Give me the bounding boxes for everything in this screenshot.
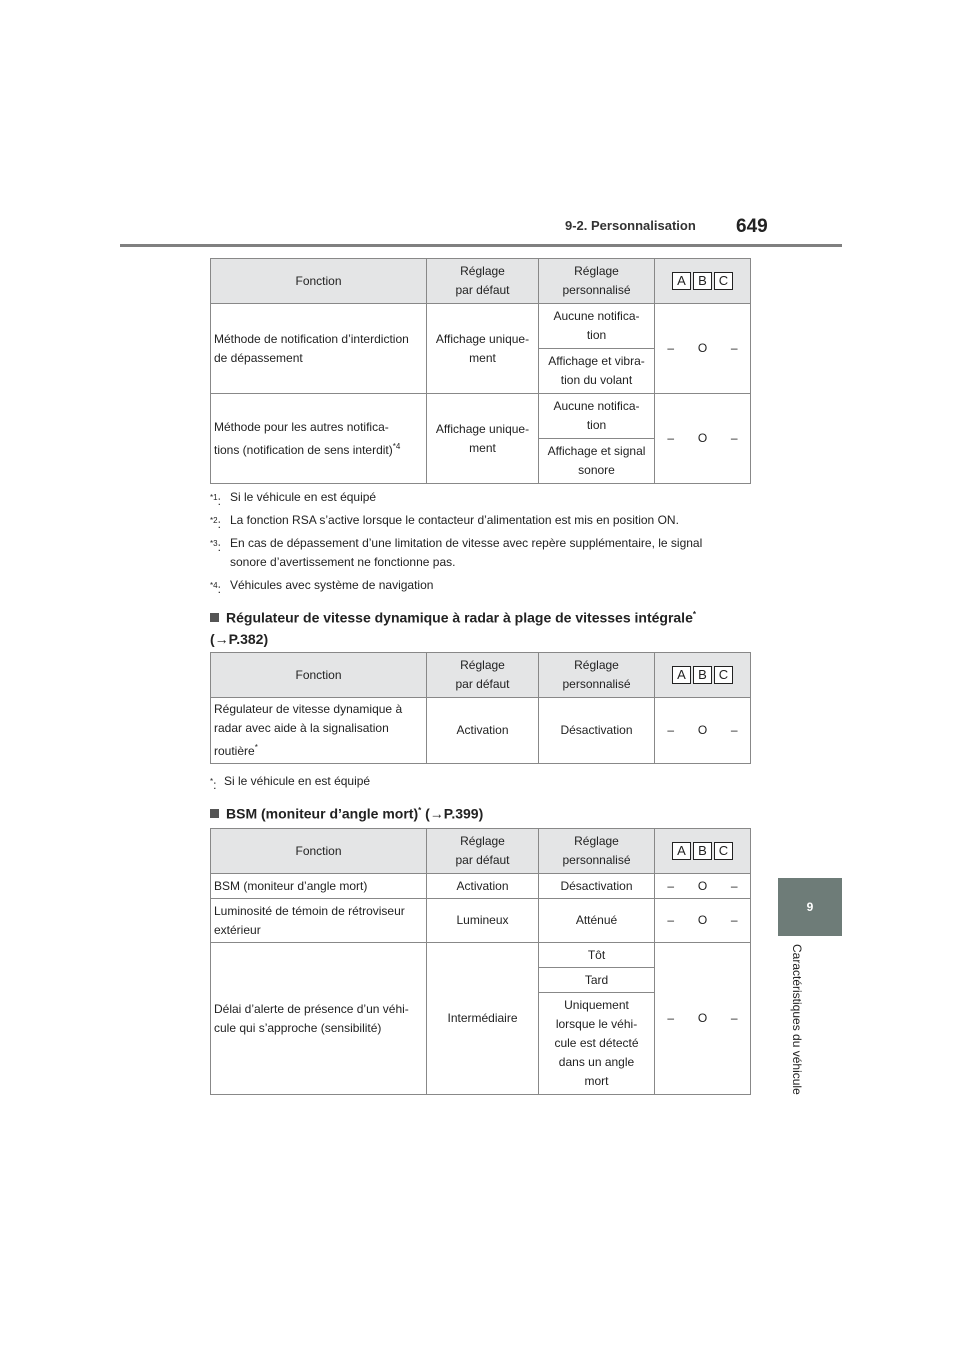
cell-option: Tard xyxy=(539,968,655,993)
cell-fonction: Méthode de notification d’interdiction de dépassement xyxy=(211,304,427,394)
cell-b: O xyxy=(687,899,719,943)
b-icon: B xyxy=(693,272,712,290)
cell-fonction: Luminosité de témoin de rétroviseur extérieur xyxy=(211,899,427,943)
table-row xyxy=(211,698,751,764)
col-fonction: Fonction xyxy=(211,829,427,874)
cell-perso: Atténué xyxy=(539,899,655,943)
table-row xyxy=(211,394,751,439)
table-header-row xyxy=(211,259,751,304)
cell-fonction: Délai d’alerte de présence d’un véhi- cule qui s’approche (sensibilité) xyxy=(211,943,427,1095)
cell-fonction: Méthode pour les autres notifica- tions (notification de sens interdit)$^{*4}$ xyxy=(211,394,427,484)
header-divider xyxy=(120,244,842,247)
col-abc xyxy=(655,653,751,698)
cell-a: – xyxy=(655,394,687,484)
chapter-number: 9 xyxy=(806,900,814,914)
cell-a: – xyxy=(655,304,687,394)
col-defaut: Réglage par défaut xyxy=(427,653,539,698)
footnote: $^{*2}$: La fonction RSA s’active lorsque le contacteur d’alimentation est mis en position ON. xyxy=(210,513,679,531)
cell-a: – xyxy=(655,874,687,899)
section-title: 9-2. Personnalisation xyxy=(565,218,696,233)
page-number: 649 xyxy=(736,216,768,237)
table-row xyxy=(211,943,751,968)
cell-defaut: Affichage unique- ment xyxy=(427,394,539,484)
cell-b: O xyxy=(687,304,719,394)
cell-c: – xyxy=(719,698,751,764)
b-icon: B xyxy=(693,842,712,860)
cell-b: O xyxy=(687,874,719,899)
cell-defaut: Lumineux xyxy=(427,899,539,943)
footnotes-2 xyxy=(210,772,750,795)
bullet-square-icon xyxy=(210,613,219,622)
cell-c: – xyxy=(719,394,751,484)
cell-defaut: Intermédiaire xyxy=(427,943,539,1095)
c-icon: C xyxy=(714,666,733,684)
col-abc xyxy=(655,829,751,874)
c-icon: C xyxy=(714,272,733,290)
cell-option: Aucune notifica- tion xyxy=(539,394,655,439)
cell-a: – xyxy=(655,698,687,764)
cell-option: Aucune notifica- tion xyxy=(539,304,655,349)
cell-perso: Désactivation xyxy=(539,874,655,899)
cell-option: Tôt xyxy=(539,943,655,968)
cell-b: O xyxy=(687,943,719,1095)
footnote: $^{*3}$: En cas de dépassement d’une limitation de vitesse avec repère supplémentaire, le signal sonore d’avertissement ne fonctionne pas. xyxy=(210,536,703,569)
section-heading-radar: Régulateur de vitesse dynamique à radar à plage de vitesses intégrale* (→P.382) xyxy=(210,609,696,647)
a-icon: A xyxy=(672,842,691,860)
bullet-square-icon xyxy=(210,809,219,818)
table-radar-cruise xyxy=(210,652,751,764)
b-icon: B xyxy=(693,666,712,684)
cell-defaut: Activation xyxy=(427,698,539,764)
cell-option: Affichage et vibra- tion du volant xyxy=(539,349,655,394)
cell-b: O xyxy=(687,698,719,764)
cell-fonction: BSM (moniteur d’angle mort) xyxy=(211,874,427,899)
cell-defaut: Activation xyxy=(427,874,539,899)
table-notifications xyxy=(210,258,751,484)
col-defaut: Réglage par défaut xyxy=(427,259,539,304)
a-icon: A xyxy=(672,666,691,684)
cell-option: Affichage et signal sonore xyxy=(539,439,655,484)
table-row xyxy=(211,304,751,349)
col-defaut: Réglage par défaut xyxy=(427,829,539,874)
cell-a: – xyxy=(655,899,687,943)
footnotes-1 xyxy=(210,488,770,599)
table-header-row xyxy=(211,829,751,874)
col-perso: Réglage personnalisé xyxy=(539,259,655,304)
cell-c: – xyxy=(719,874,751,899)
cell-c: – xyxy=(719,943,751,1095)
cell-c: – xyxy=(719,899,751,943)
table-header-row xyxy=(211,653,751,698)
section-heading-bsm: BSM (moniteur d’angle mort)* (→P.399) xyxy=(210,800,750,825)
col-fonction: Fonction xyxy=(211,653,427,698)
c-icon: C xyxy=(714,842,733,860)
cell-a: – xyxy=(655,943,687,1095)
table-bsm xyxy=(210,828,751,1095)
cell-c: – xyxy=(719,304,751,394)
table-row xyxy=(211,899,751,943)
table-row xyxy=(211,874,751,899)
cell-fonction: Régulateur de vitesse dynamique à radar avec aide à la signalisation routière* xyxy=(211,698,427,764)
col-perso: Réglage personnalisé xyxy=(539,829,655,874)
cell-option: Uniquement lorsque le véhi- cule est détecté dans un angle mort xyxy=(539,993,655,1095)
cell-b: O xyxy=(687,394,719,484)
chapter-tab xyxy=(778,878,842,936)
cell-defaut: Affichage unique- ment xyxy=(427,304,539,394)
cell-perso: Désactivation xyxy=(539,698,655,764)
footnote: *: Si le véhicule en est équipé xyxy=(210,774,371,792)
footnote: $^{*1}$: Si le véhicule en est équipé xyxy=(210,490,377,508)
col-perso: Réglage personnalisé xyxy=(539,653,655,698)
col-fonction: Fonction xyxy=(211,259,427,304)
footnote: $^{*4}$: Véhicules avec système de navigation xyxy=(210,578,434,596)
chapter-label: Caractéristiques du véhicule xyxy=(790,944,804,1095)
col-abc xyxy=(655,259,751,304)
a-icon: A xyxy=(672,272,691,290)
